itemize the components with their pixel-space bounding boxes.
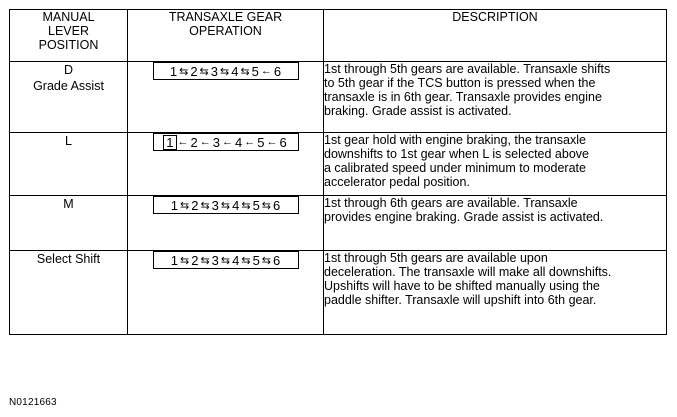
description-line: transaxle is in 6th gear. Transaxle provides engine <box>324 90 602 104</box>
lever-position-cell <box>10 196 128 251</box>
description-line: deceleration. The transaxle will make all downshifts. <box>324 265 612 279</box>
header-operation: TRANSAXLE GEAR OPERATION <box>128 10 324 62</box>
table-row <box>10 62 667 133</box>
shift-arrow-icon: ← <box>244 136 256 148</box>
table-row <box>10 251 667 335</box>
gear-number: 6 <box>273 197 281 213</box>
gear-number: 6 <box>279 134 287 150</box>
shift-arrow-icon: ⇆ <box>241 199 251 212</box>
gear-number: 1 <box>170 197 178 213</box>
gear-number: 6 <box>273 63 282 79</box>
gear-sequence <box>153 133 299 151</box>
lever-position-cell <box>10 62 128 133</box>
description-line: to 5th gear if the TCS button is pressed when the <box>324 76 596 90</box>
gear-number: 4 <box>235 134 243 150</box>
shift-arrow-icon: ⇆ <box>179 254 190 267</box>
description-line: downshifts to 1st gear when L is selected above <box>324 147 589 161</box>
gear-sequence <box>153 196 299 214</box>
shift-arrow-icon: ⇆ <box>261 254 272 267</box>
description-cell <box>324 133 667 196</box>
description-line: 1st gear hold with engine braking, the transaxle <box>324 133 586 147</box>
gear-operation-cell <box>128 196 324 251</box>
gear-number: 1 <box>170 252 178 268</box>
gear-number: 3 <box>211 252 219 268</box>
shift-arrow-icon: ⇆ <box>261 199 272 212</box>
description-line: braking. Grade assist is activated. <box>324 104 512 118</box>
gear-number: 2 <box>191 197 199 213</box>
lever-position-label: D <box>63 63 74 77</box>
gear-sequence <box>153 251 299 269</box>
shift-arrow-icon: ← <box>222 136 233 148</box>
figure-id: N0121663 <box>9 397 57 408</box>
description-cell <box>324 62 667 133</box>
gear-number: 1 <box>163 135 176 150</box>
shift-arrow-icon: ⇆ <box>179 199 190 212</box>
table-row <box>10 196 667 251</box>
gear-number: 4 <box>232 197 240 213</box>
shift-arrow-icon: ⇆ <box>240 65 250 78</box>
gear-number: 2 <box>190 63 198 79</box>
gear-number: 4 <box>232 252 240 268</box>
gear-number: 3 <box>211 197 219 213</box>
shift-arrow-icon: ⇆ <box>220 254 231 267</box>
shift-arrow-icon: ⇆ <box>241 254 251 267</box>
table-row <box>10 133 667 196</box>
shift-arrow-icon: ← <box>199 136 211 148</box>
description-line: accelerator pedal position. <box>324 175 470 189</box>
shift-arrow-icon: ⇆ <box>200 199 210 212</box>
shift-arrow-icon: ⇆ <box>199 65 209 78</box>
transaxle-gear-table <box>9 9 667 335</box>
description-cell <box>324 251 667 335</box>
gear-number: 2 <box>191 252 199 268</box>
gear-operation-cell <box>128 251 324 335</box>
description-line: a calibrated speed under minimum to moderate <box>324 161 586 175</box>
shift-arrow-icon: ← <box>260 65 272 77</box>
header-description: DESCRIPTION <box>324 10 667 62</box>
header-row <box>10 10 667 62</box>
lever-position-label: Grade Assist <box>33 79 104 93</box>
shift-arrow-icon: ⇆ <box>200 254 210 267</box>
gear-sequence <box>153 62 299 80</box>
gear-number: 5 <box>257 134 265 150</box>
gear-number: 4 <box>231 63 239 79</box>
lever-position-label: Select Shift <box>36 252 101 266</box>
shift-arrow-icon: ← <box>177 136 189 148</box>
lever-position-cell <box>10 133 128 196</box>
gear-operation-cell <box>128 133 324 196</box>
description-line: 1st through 5th gears are available. Transaxle shifts <box>324 62 611 76</box>
description-cell <box>324 196 667 251</box>
header-position: MANUAL LEVER POSITION <box>10 10 128 62</box>
gear-number: 3 <box>210 63 218 79</box>
gear-number: 3 <box>212 134 220 150</box>
shift-arrow-icon: ⇆ <box>220 65 230 78</box>
description-line: 1st through 5th gears are available upon <box>324 251 548 265</box>
shift-arrow-icon: ← <box>266 136 278 148</box>
gear-number: 5 <box>251 63 259 79</box>
lever-position-cell <box>10 251 128 335</box>
lever-position-label: M <box>63 197 74 211</box>
gear-number: 1 <box>169 63 178 79</box>
description-line: 1st through 6th gears are available. Transaxle <box>324 196 578 210</box>
gear-number: 5 <box>252 197 260 213</box>
gear-number: 5 <box>252 252 260 268</box>
description-line: Upshifts will have to be shifted manually using the <box>324 279 600 293</box>
shift-arrow-icon: ⇆ <box>220 199 231 212</box>
lever-position-label: L <box>65 134 72 148</box>
shift-arrow-icon: ⇆ <box>179 65 189 78</box>
gear-number: 6 <box>273 252 281 268</box>
description-line: paddle shifter. Transaxle will upshift into 6th gear. <box>324 293 597 307</box>
gear-operation-cell <box>128 62 324 133</box>
gear-number: 2 <box>190 134 198 150</box>
description-line: provides engine braking. Grade assist is activated. <box>324 210 604 224</box>
